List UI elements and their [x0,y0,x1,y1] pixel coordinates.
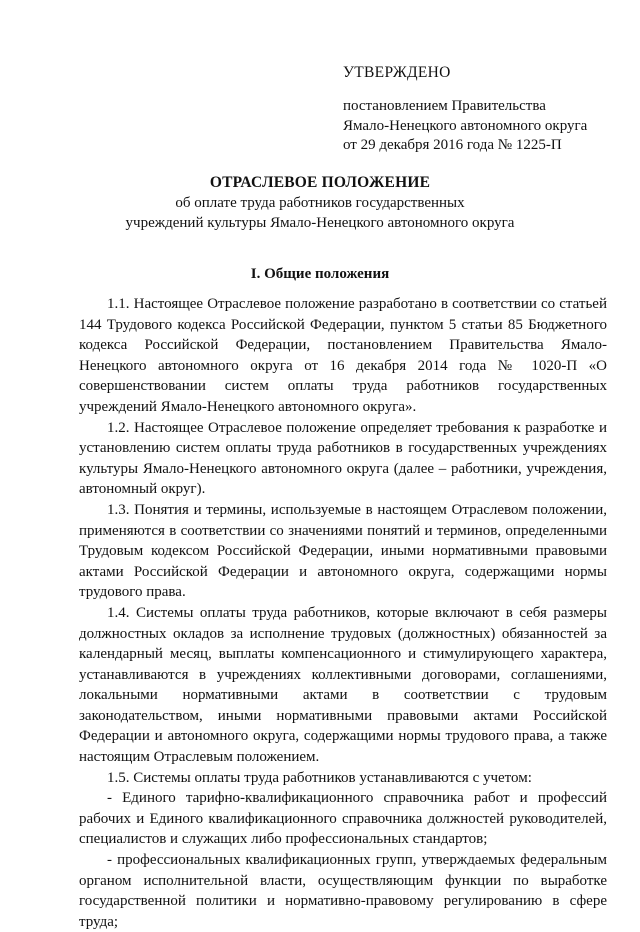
approval-block [343,63,633,156]
list-item-pkg: - профессиональных квалификационных групп, утверждаемых федеральным органом исполнительной власти, осуществляющим функции по выработке государственной политики и нормативно-правовому регулированию в сфере труда; [79,852,607,930]
title-line-2: учреждений культуры Ямало-Ненецкого автономного округа [125,215,515,231]
paragraph-1-4: 1.4. Системы оплаты труда работников, которые включают в себя размеры должностных окладов за исполнение трудовых (должностных) обязанностей за календарный месяц, выплаты компенсационного и стимулирующего характера, устанавливаются в учреждениях коллективными договорами, соглашениями, локальными нормативными актами в соответствии с трудовым законодательством, иными нормативными правовыми актами Российской Федерации и автономного округа, содержащими нормы трудового права, а также настоящим Отраслевым положением. [79,604,607,766]
title-line-1: об оплате труда работников государственных [175,195,465,211]
section-heading: I. Общие положения [250,266,390,282]
paragraph-1-5: 1.5. Системы оплаты труда работников устанавливаются с учетом: [107,769,532,786]
approval-line-3: от 29 декабря 2016 года № 1225-П [343,137,562,154]
paragraph-1-3: 1.3. Понятия и термины, используемые в настоящем Отраслевом положении, применяются в соответствии со значениями понятий и терминов, определенными Трудовым кодексом Российской Федерации, иными нормативными правовыми актами Российской Федерации и автономного округа, содержащими нормы трудового права. [79,501,607,601]
approval-line-2: Ямало-Ненецкого автономного округа [343,117,588,134]
approval-heading: УТВЕРЖДЕНО [343,64,451,81]
document-title [0,173,640,233]
approval-line-1: постановлением Правительства [343,97,546,114]
title-main: ОТРАСЛЕВОЕ ПОЛОЖЕНИЕ [209,174,431,191]
paragraph-1-2: 1.2. Настоящее Отраслевое положение определяет требования к разработке и установлению систем оплаты труда работников в государственных учреждениях культуры Ямало-Ненецкого автономного округа (далее – работники, учреждения, автономный округ). [79,419,607,498]
body-text [79,294,607,932]
paragraph-1-1: 1.1. Настоящее Отраслевое положение разработано в соответствии со статьей 144 Трудового кодекса Российской Федерации, пунктом 5 статьи 85 Бюджетного кодекса Российской Федерации, постановлением Правительства Ямало-Ненецкого автономного округа от 16 декабря 2014 года № 1020-П «О совершенствовании систем оплаты труда работников государственных учреждений Ямало-Ненецкого автономного округа». [79,296,607,415]
list-item-etks: - Единого тарифно-квалификационного справочника работ и профессий рабочих и Единого квалификационного справочника должностей руководителей, специалистов и служащих либо профессиональных стандартов; [79,790,607,848]
